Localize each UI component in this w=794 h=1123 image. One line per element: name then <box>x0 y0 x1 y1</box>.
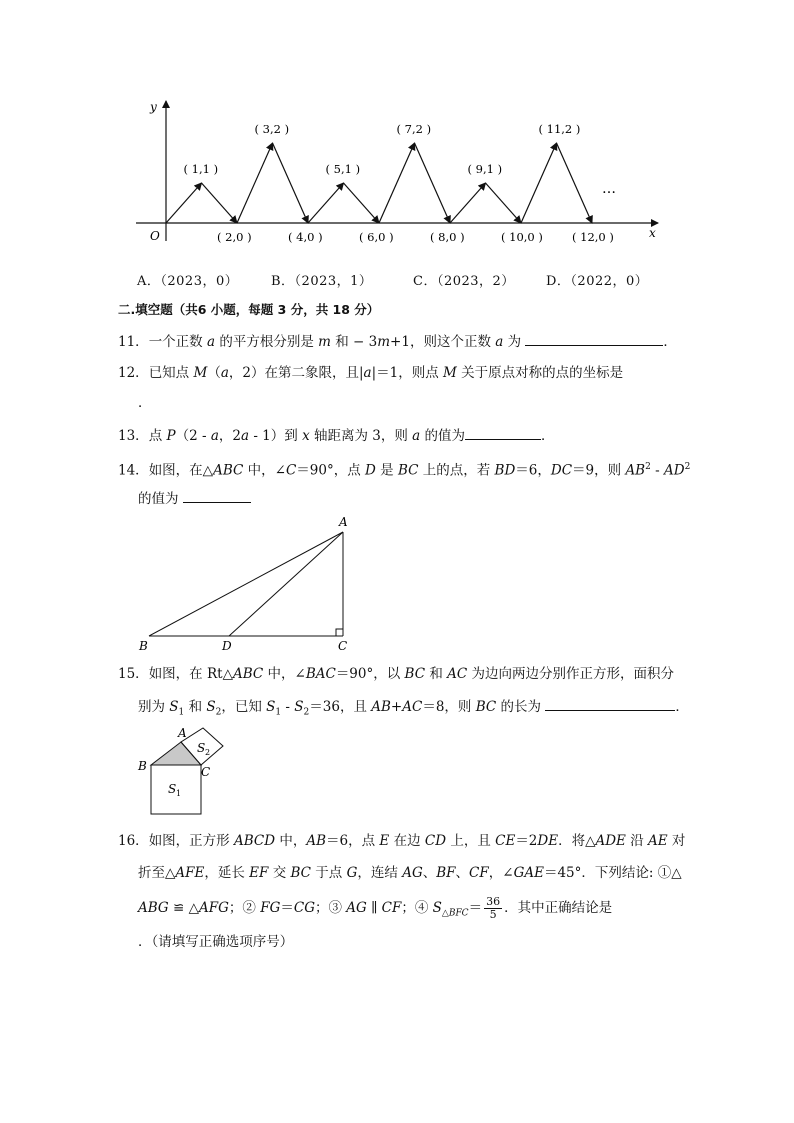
q16-text: ≌ △ <box>168 900 199 916</box>
q16-text: 于点 <box>311 865 347 881</box>
q13-text: 的值为 <box>420 428 466 444</box>
q11-text: 为 <box>503 334 526 350</box>
q16-var: GAE <box>513 865 544 881</box>
q16-var: CG <box>293 900 315 916</box>
q16-var: AFE <box>175 865 205 881</box>
zigzag-segment <box>450 183 486 223</box>
q11-number: 11． <box>118 334 149 350</box>
q15-label-b: B <box>138 759 147 773</box>
q15-text: ＝8，则 <box>422 699 476 715</box>
q15-text: 别为 <box>138 699 170 715</box>
q16-text: ．将△ <box>558 833 596 849</box>
q14-sup: 2 <box>645 462 651 472</box>
q16-line-3 <box>138 896 612 923</box>
q11-text: 的平方根分别是 <box>215 334 319 350</box>
y-axis-label: y <box>150 100 157 114</box>
q14-var: ABC <box>213 462 244 479</box>
q12-var: M <box>193 365 208 381</box>
q16-text: 对 <box>667 833 686 849</box>
q13-number: 13． <box>118 428 149 444</box>
q15-text: 和 <box>184 699 207 715</box>
q16-text: ＝ <box>468 900 483 916</box>
point-label: ( 6,0 ) <box>359 230 394 244</box>
q14-text: - <box>650 462 664 479</box>
q16-fraction <box>484 896 502 921</box>
q14-label-b: B <box>139 639 148 653</box>
q15-text: 和 <box>425 666 448 682</box>
q15-var: BC <box>475 699 497 715</box>
q16-sub: △BFC <box>441 908 469 919</box>
q15-var: BC <box>404 666 426 682</box>
q16-text: 、 <box>422 865 437 881</box>
zigzag-segment <box>557 143 593 223</box>
point-label: ( 11,2 ) <box>538 122 581 136</box>
point-label: ( 9,1 ) <box>467 162 503 176</box>
q15-end: ． <box>675 699 689 715</box>
q14-line-2 <box>138 489 251 508</box>
question-12 <box>118 364 623 382</box>
choice-c: C．（2023，2） <box>413 274 515 289</box>
q16-text: 上，且 <box>446 833 496 849</box>
q16-var: E <box>379 833 390 849</box>
q16-text: 沿 <box>625 833 649 849</box>
q13-var: a <box>412 428 421 444</box>
q13-text: 轴距离为 3，则 <box>309 428 413 444</box>
q16-var: BC <box>290 865 312 881</box>
q16-var: ADE <box>595 833 626 849</box>
q14-var: C <box>285 462 297 479</box>
q16-text: ；② <box>228 900 261 916</box>
zigzag-segment <box>521 143 557 223</box>
q12-text: 已知点 <box>148 365 194 381</box>
q15-label-s2-sub: 2 <box>205 748 211 757</box>
point-label: ( 7,2 ) <box>396 122 432 136</box>
q16-text: ；④ <box>401 900 433 916</box>
q16-text: ∥ <box>366 900 382 916</box>
q16-line-2 <box>138 864 682 882</box>
q16-var: S <box>432 900 442 916</box>
q13-answer-blank[interactable] <box>465 426 541 440</box>
q15-sub: 1 <box>275 707 282 718</box>
q16-number: 16． <box>118 833 149 849</box>
point-label: ( 4,0 ) <box>288 230 323 244</box>
q15-var: S <box>266 699 276 715</box>
q16-var: AB <box>306 833 327 849</box>
q14-var: AD <box>664 462 685 479</box>
q15-squares-figure <box>135 722 235 818</box>
q13-var: a <box>210 428 219 444</box>
q12-text: 关于原点对称的点的坐标是 <box>456 365 624 381</box>
q16-text: ，连结 <box>357 865 403 881</box>
q16-line-4: ．（请填写正确选项序号） <box>138 934 294 950</box>
q14-sup: 2 <box>684 462 691 472</box>
q13-text: - 1）到 <box>249 428 303 444</box>
q12-end: ． <box>138 395 152 411</box>
q13-var: P <box>166 428 176 444</box>
q14-label-d: D <box>222 639 232 653</box>
q15-text: 如图，在 Rt△ <box>148 666 233 682</box>
q12-var: a <box>220 365 229 381</box>
zigzag-segment <box>415 143 451 223</box>
q14-var: D <box>365 462 376 479</box>
q15-text: ，已知 <box>221 699 267 715</box>
q16-fraction-denominator: 5 <box>489 908 497 921</box>
q16-var: FG <box>260 900 281 916</box>
q15-var: S <box>294 699 304 715</box>
q14-var: BD <box>494 462 516 479</box>
q11-var: m <box>377 334 391 350</box>
q16-var: CD <box>424 833 447 849</box>
point-label: ( 5,1 ) <box>325 162 361 176</box>
q11-text: 一个正数 <box>148 334 207 350</box>
q16-var: CF <box>469 865 489 881</box>
q15-sub: 2 <box>215 707 222 718</box>
q15-sub: 2 <box>303 707 310 718</box>
q14-right-angle-mark <box>336 629 343 636</box>
q16-text: 在边 <box>389 833 425 849</box>
q15-text: - <box>281 699 295 715</box>
q14-text: 是 <box>375 462 398 479</box>
q12-var: a <box>363 365 372 381</box>
q16-var: DE <box>537 833 559 849</box>
q16-text: ；③ <box>314 900 347 916</box>
q14-var: BC <box>397 462 419 479</box>
question-11 <box>118 332 677 351</box>
q16-var: AFG <box>199 900 229 916</box>
q15-label-c: C <box>201 765 211 779</box>
q14-text: ＝9，则 <box>572 462 626 479</box>
q11-text: +1，则这个正数 <box>390 334 496 350</box>
q16-var: CF <box>381 900 402 916</box>
q15-answer-blank[interactable] <box>545 697 675 711</box>
q11-text: 和 − 3 <box>330 334 378 350</box>
q15-label-a: A <box>178 726 187 740</box>
q14-text: 如图，在△ <box>148 462 214 479</box>
q14-label-a: A <box>339 515 348 529</box>
zigzag-segment <box>202 183 238 223</box>
point-label: ( 2,0 ) <box>217 230 252 244</box>
q15-var: S <box>206 699 216 715</box>
q11-end: ． <box>663 334 677 350</box>
q16-var: AG <box>346 900 367 916</box>
q13-end: ． <box>541 428 555 444</box>
q16-var: ABCD <box>233 833 276 849</box>
q16-text: 交 <box>268 865 291 881</box>
q16-var: ABG <box>138 900 169 916</box>
q13-text: ，2 <box>218 428 241 444</box>
point-label: ( 8,0 ) <box>430 230 465 244</box>
q14-text: 上的点，若 <box>418 462 495 479</box>
q16-text: 、 <box>455 865 470 881</box>
q16-text: ．其中正确结论是 <box>504 900 613 916</box>
q15-sub: 1 <box>178 707 185 718</box>
q14-var: DC <box>550 462 573 479</box>
zigzag-segment <box>308 183 344 223</box>
q16-text: ＝6，点 <box>326 833 380 849</box>
origin-label: O <box>150 229 160 243</box>
q15-shaded-triangle <box>151 742 201 765</box>
q16-var: AE <box>648 833 668 849</box>
q15-var: ABC <box>232 666 264 682</box>
q15-text: 中，∠ <box>263 666 306 682</box>
q15-label-s2: S <box>197 741 206 755</box>
q14-text: ＝6， <box>515 462 551 479</box>
q16-text: 如图，正方形 <box>148 833 234 849</box>
zigzag-segment <box>379 143 415 223</box>
q13-var: a <box>240 428 250 444</box>
q14-text: ＝90°，点 <box>296 462 366 479</box>
q12-text: ，2）在第二象限，且| <box>228 365 364 381</box>
zigzag-segment <box>237 143 273 223</box>
q14-label-c: C <box>338 639 348 653</box>
q15-number: 15． <box>118 666 149 682</box>
point-label: ( 1,1 ) <box>183 162 219 176</box>
q14-var: AB <box>625 462 646 479</box>
q15-text: 的长为 <box>496 699 546 715</box>
q13-var: x <box>302 428 310 444</box>
q16-text: ＝2 <box>515 833 538 849</box>
q15-label-s1: S <box>168 782 177 796</box>
q15-var: S <box>169 699 179 715</box>
q16-text: 折至△ <box>138 865 176 881</box>
point-label: ( 3,2 ) <box>254 122 290 136</box>
q11-var: a <box>206 334 216 350</box>
question-14 <box>118 458 690 480</box>
q16-text: ，延长 <box>204 865 250 881</box>
point-label: ( 12,0 ) <box>572 230 614 244</box>
q16-text: ，∠ <box>488 865 514 881</box>
q15-label-s1-sub: 1 <box>176 789 182 798</box>
x-axis-label: x <box>649 226 656 240</box>
q14-text: 中，∠ <box>243 462 286 479</box>
zigzag-segment <box>344 183 380 223</box>
q14-number: 14． <box>118 462 149 479</box>
q16-text: ＝45°．下列结论: ①△ <box>543 865 682 881</box>
q13-text: 点 <box>148 428 167 444</box>
q15-text: ＝36，且 <box>309 699 372 715</box>
q11-var: m <box>318 334 331 350</box>
q16-var: CE <box>495 833 516 849</box>
q14-text: 的值为 <box>138 491 183 507</box>
q16-var: G <box>346 865 358 881</box>
q12-var: M <box>443 365 457 381</box>
choice-a: A．（2023，0） <box>137 274 239 289</box>
q16-fraction-numerator: 36 <box>486 895 501 908</box>
q12-text: （ <box>207 365 221 381</box>
q15-text: 为边向两边分别作正方形，面积分 <box>467 666 675 682</box>
choice-b: B．（2023，1） <box>271 274 373 289</box>
q12-text: |＝1，则点 <box>371 365 444 381</box>
q15-text: ＝90°，以 <box>335 666 405 682</box>
q11-answer-blank[interactable] <box>525 332 663 346</box>
question-15 <box>118 665 674 683</box>
point-label: ( 10,0 ) <box>501 230 543 244</box>
q12-number: 12． <box>118 365 149 381</box>
q16-text: 中， <box>275 833 307 849</box>
zigzag-segment <box>273 143 309 223</box>
q15-var: AC <box>447 666 468 682</box>
question-16 <box>118 832 685 850</box>
zigzag-segment <box>486 183 522 223</box>
zigzag-segment <box>166 183 202 223</box>
q16-var: AG <box>402 865 423 881</box>
q16-var: EF <box>249 865 269 881</box>
q15-line-2 <box>138 697 689 722</box>
q16-text: ＝ <box>280 900 294 916</box>
section-heading: 二.填空题（共6 小题，每题 3 分，共 18 分） <box>118 302 380 317</box>
continuation-ellipsis: … <box>602 181 616 197</box>
q14-answer-blank[interactable] <box>183 489 251 503</box>
zigzag-coordinate-figure <box>130 95 670 255</box>
q15-var: BAC <box>305 666 336 682</box>
q14-triangle-figure <box>135 512 355 656</box>
q13-text: （2 - <box>175 428 211 444</box>
question-13 <box>118 426 555 445</box>
q15-var: AB+AC <box>371 699 423 715</box>
q16-var: BF <box>436 865 456 881</box>
choice-d: D．（2022，0） <box>546 274 649 289</box>
q11-var: a <box>495 334 504 350</box>
